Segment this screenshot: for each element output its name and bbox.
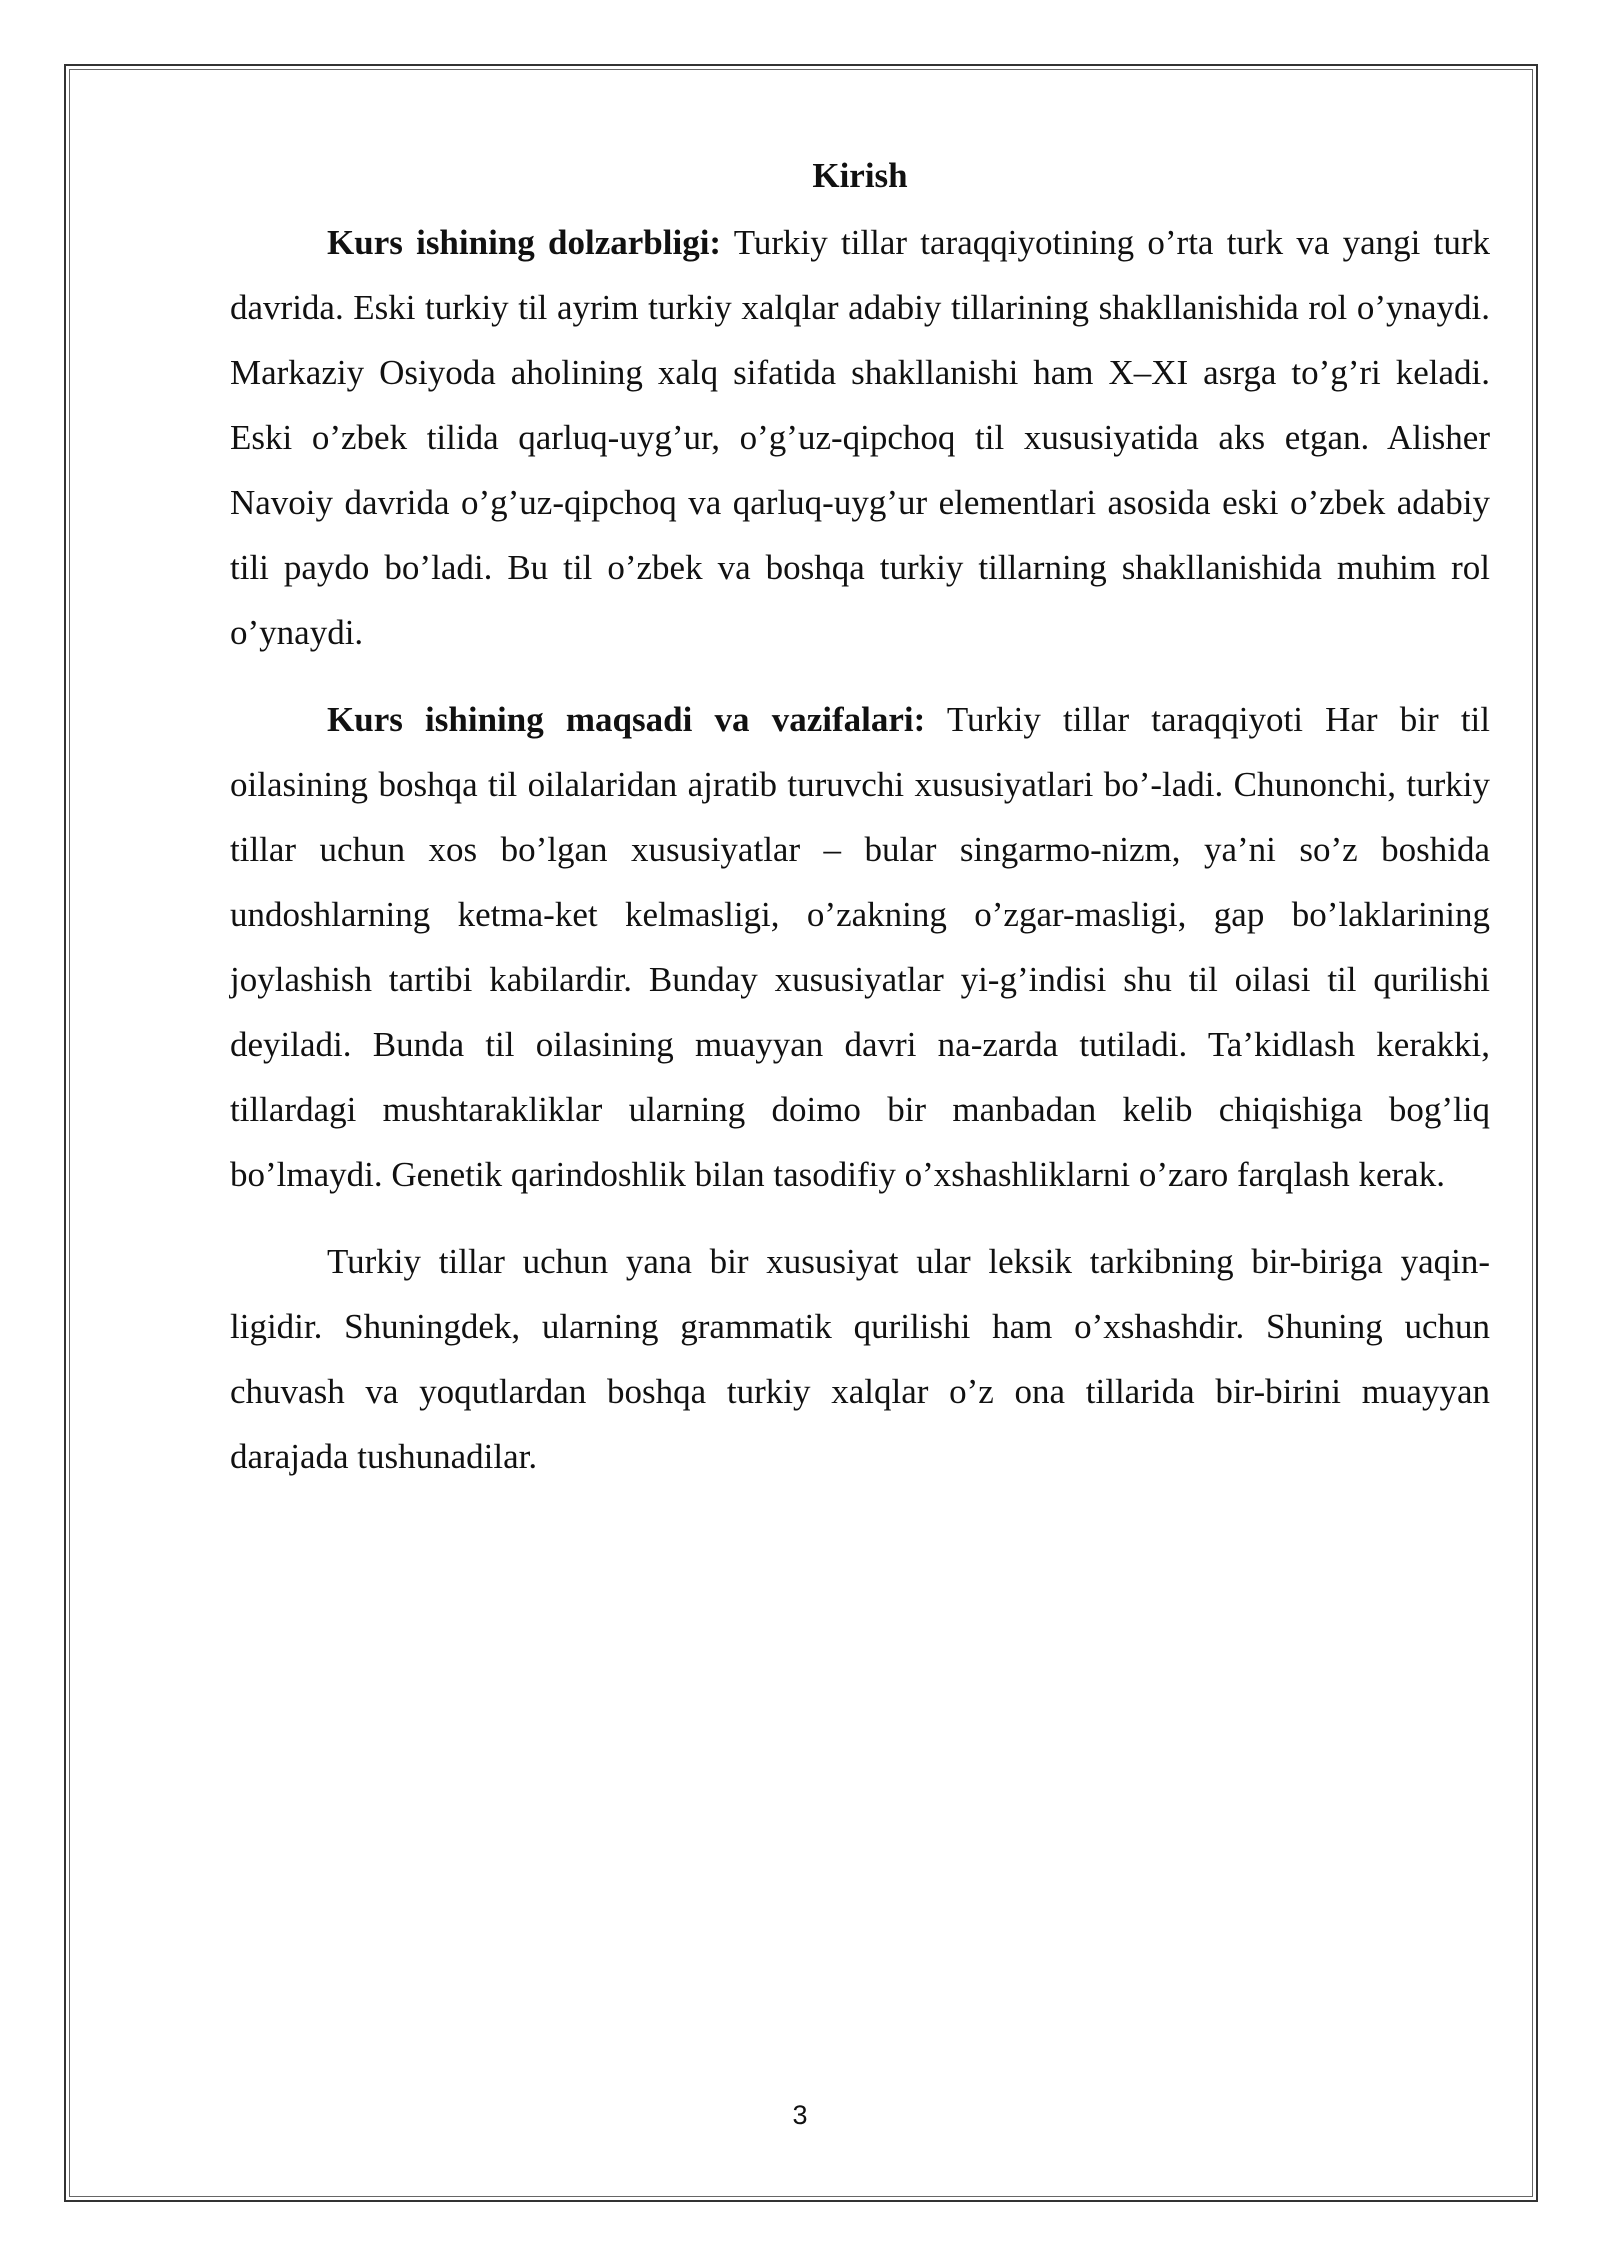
paragraph-lead: Kurs ishining maqsadi va vazifalari: (327, 700, 926, 739)
section-heading: Kirish (812, 156, 908, 195)
paragraph-relevance (230, 210, 1490, 665)
paragraph-goals (230, 687, 1490, 1207)
page-body (230, 150, 1490, 1511)
paragraph-text: Turkiy tillar taraqqiyotining o’rta turk va yangi turk davrida. Eski turkiy til ayrim turkiy xalqlar adabiy tillarining shakllanishida rol o’ynaydi. Markaziy Osiyoda aholining xalq sifatida shakllanishi ham X–XI asrga to’g’ri keladi. Eski o’zbek tilida qarluq-uyg’ur, o’g’uz-qipchoq til xususiyatida aks etgan. Alisher Navoiy davrida o’g’uz-qipchoq va qarluq-uyg’ur elementlari asosida eski o’zbek adabiy tili paydo bo’ladi. Bu til o’zbek va boshqa turkiy tillarning shakllanishida muhim rol o’ynaydi. (230, 223, 1490, 652)
paragraph-text: Turkiy tillar taraqqiyoti Har bir til oilasining boshqa til oilalaridan ajratib turuvchi xususiyatlari bo’-ladi. Chunonchi, turkiy tillar uchun xos bo’lgan xususiyatlar – bular singarmo-nizm, ya’ni so’z boshida undoshlarning ketma-ket kelmasligi, o’zakning o’zgar-masligi, gap bo’laklarining joylashish tartibi kabilardir. Bunday xususiyatlar yi-g’indisi shu til oilasi til qurilishi deyiladi. Bunda til oilasining muayyan davri na-zarda tutiladi. Ta’kidlash kerakki, tillardagi mushtarakliklar ularning doimo bir manbadan kelib chiqishiga bog’liq bo’lmaydi. Genetik qarindoshlik bilan tasodifiy o’xshashliklarni o’zaro farqlash kerak. (230, 700, 1490, 1194)
paragraph-lead: Kurs ishining dolzarbligi: (327, 223, 722, 262)
paragraph-text: Turkiy tillar uchun yana bir xususiyat ular leksik tarkibning bir-biriga yaqin-ligidir. Shuningdek, ularning grammatik qurilishi ham o’xshashdir. Shuning uchun chuvash va yoqutlardan boshqa turkiy xalqlar o’z ona tillarida bir-birini muayyan darajada tushunadilar. (230, 1242, 1490, 1476)
paragraph-features (230, 1229, 1490, 1489)
page-number: 3 (792, 2100, 808, 2130)
